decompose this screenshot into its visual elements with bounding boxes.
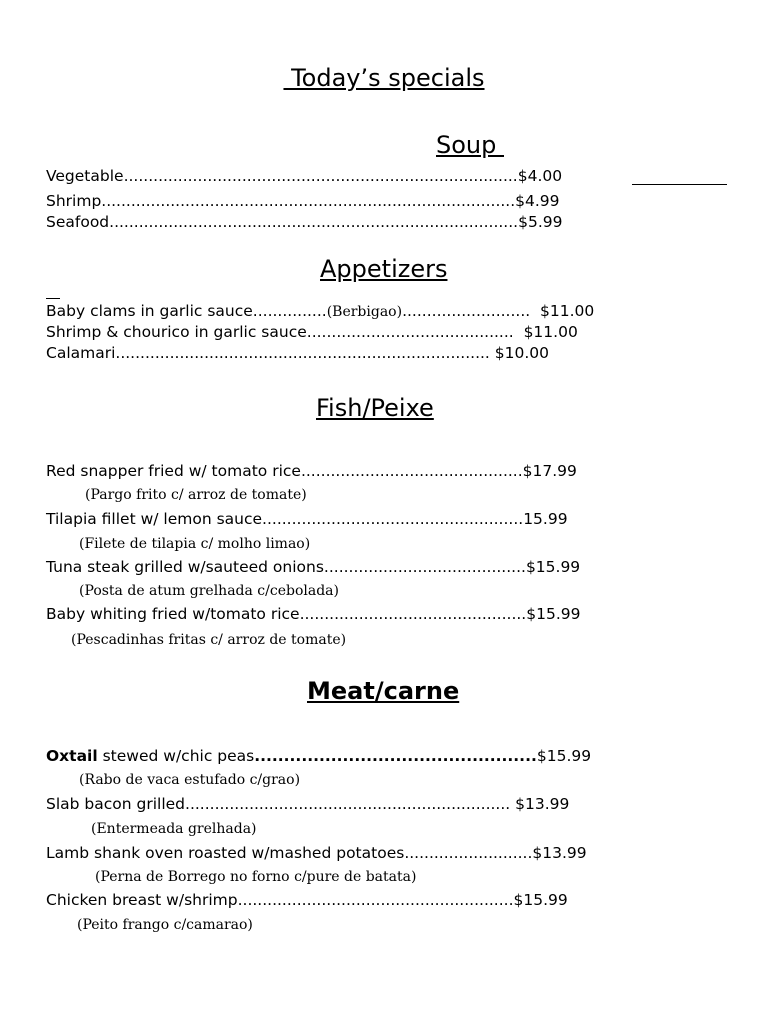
item-name: Baby clams in garlic sauce (46, 302, 253, 320)
item-price: $15.99 (513, 891, 568, 909)
item-leader: .................................................................. (185, 795, 511, 813)
item-leader: ............... (252, 302, 327, 320)
item-portuguese: (Peito frango c/camarao) (77, 917, 253, 933)
section-heading-meat: Meat/carne (307, 677, 460, 705)
item-price: $4.99 (515, 192, 560, 210)
menu-item-row (46, 604, 580, 624)
item-leader: .......................... (404, 844, 533, 862)
item-price: $4.00 (517, 167, 563, 185)
item-price: $15.99 (536, 747, 592, 765)
menu-item-row (46, 461, 577, 481)
stray-rule (46, 298, 60, 299)
item-name: Calamari (46, 344, 116, 362)
item-name: stewed w/chic peas (97, 747, 255, 765)
item-leader: ................................................................................... (109, 213, 519, 231)
section-heading-soup: Soup (436, 131, 504, 159)
item-price: $15.99 (526, 605, 581, 623)
item-leader: .......................... (402, 302, 531, 320)
item-name: Vegetable (46, 167, 124, 185)
item-price: $17.99 (522, 462, 577, 480)
item-name: Seafood (46, 213, 110, 231)
item-leader: ............................................. (300, 462, 523, 480)
menu-item-row (46, 212, 562, 232)
item-leader: ........................................................ (237, 891, 514, 909)
section-heading-fish: Fish/Peixe (316, 394, 434, 422)
item-price: $15.99 (525, 558, 581, 576)
item-name: Red snapper fried w/ tomato rice (46, 462, 301, 480)
menu-item-row (46, 509, 568, 529)
item-leader: .............................................. (299, 605, 527, 623)
item-portuguese: (Berbigao) (326, 304, 403, 320)
item-portuguese: (Rabo de vaca estufado c/grao) (79, 772, 301, 788)
item-name: Chicken breast w/shrimp (46, 891, 238, 909)
menu-item-row (46, 557, 580, 577)
item-price: $10.00 (489, 344, 550, 362)
item-portuguese: (Pargo frito c/ arroz de tomate) (85, 487, 307, 503)
item-leader: .................................................................................... (101, 192, 516, 210)
menu-item-row (46, 843, 587, 863)
item-portuguese: (Posta de atum grelhada c/cebolada) (79, 583, 339, 599)
item-name: Tilapia fillet w/ lemon sauce (46, 510, 263, 528)
item-leader: ............................................................................ (115, 344, 490, 362)
item-name: Lamb shank oven roasted w/mashed potatoes (46, 844, 405, 862)
menu-item-row (46, 746, 591, 766)
item-price: $11.00 (513, 323, 578, 341)
menu-item-row (46, 343, 549, 363)
item-name: Shrimp (46, 192, 102, 210)
item-price: $5.99 (518, 213, 563, 231)
item-leader: .......................................... (306, 323, 514, 341)
item-portuguese: (Filete de tilapia c/ molho limao) (79, 536, 311, 552)
menu-item-row (46, 890, 568, 910)
item-price: $13.99 (510, 795, 570, 813)
item-portuguese: (Pescadinhas fritas c/ arroz de tomate) (71, 632, 347, 648)
item-name: Slab bacon grilled (46, 795, 186, 813)
item-name: Tuna steak grilled w/sauteed onions (46, 558, 324, 576)
item-leader: ......................................... (323, 558, 526, 576)
page-title: Today’s specials (283, 64, 485, 92)
item-name-bold: Oxtail (46, 747, 98, 765)
item-portuguese: (Perna de Borrego no forno c/pure de batata) (95, 869, 417, 885)
item-name: Baby whiting fried w/tomato rice (46, 605, 300, 623)
item-price: 15.99 (523, 510, 568, 528)
item-portuguese: (Entermeada grelhada) (91, 821, 257, 837)
item-price: $13.99 (532, 844, 587, 862)
underline-rule (632, 184, 727, 185)
menu-item-row (46, 794, 569, 814)
section-heading-appetizers: Appetizers (320, 255, 448, 283)
menu-item-row (46, 166, 562, 186)
item-leader: ..................................................... (262, 510, 524, 528)
menu-item-row (46, 191, 560, 211)
item-name: Shrimp & chourico in garlic sauce (46, 323, 307, 341)
item-leader: ................................................................................ (123, 167, 518, 185)
menu-item-row (46, 322, 578, 342)
menu-item-row (46, 301, 594, 322)
item-price: $11.00 (530, 302, 595, 320)
item-leader: ................................................ (254, 747, 537, 765)
